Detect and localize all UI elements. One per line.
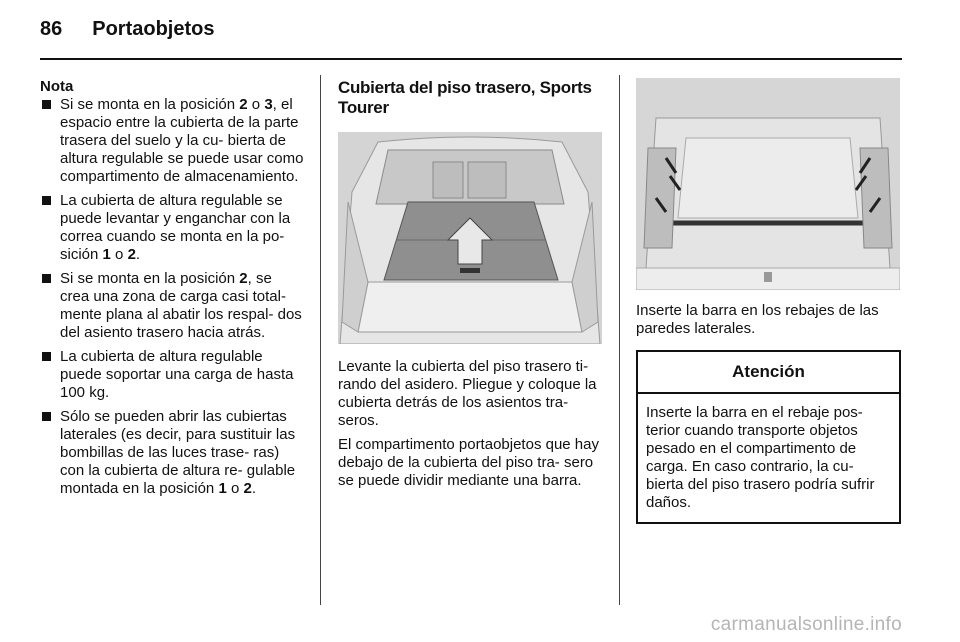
note-text: o: [247, 96, 265, 113]
page-header: [40, 18, 215, 48]
section-title: Cubierta del piso trasero, Sports Tourer: [338, 78, 592, 117]
note-text: Sólo se pueden abrir las cubiertas laterales (es decir, para sustituir las bombillas de las luces trase- ras) con la cubierta de altura re- gulable montada en la posición: [60, 408, 296, 497]
note-text: , se crea una zona de carga casi total- mente plana al abatir los respal- dos del asiento trasero hacia atrás.: [60, 270, 302, 341]
attention-box: [636, 350, 901, 524]
note-text: La cubierta de altura regulable puede soportar una carga de hasta 100 kg.: [60, 348, 294, 401]
header-rule: [40, 58, 902, 60]
paragraph-divider-bar: El compartimento portaobjetos que hay debajo de la cubierta del piso tra- sero se puede dividir mediante una barra.: [338, 436, 599, 489]
bullet-square-icon: [42, 274, 51, 283]
note-text: La cubierta de altura regulable se puede levantar y enganchar con la correa cuando se monta en la po- sición: [60, 192, 291, 263]
note-text: Si se monta en la posición: [60, 96, 240, 113]
page-title: Portaobjetos: [92, 18, 215, 40]
note-text: , el espacio entre la cubierta de la parte trasera del suelo y la cu- bierta de altura regulable se puede usar como compartimento de almacenamiento.: [60, 96, 304, 185]
note-text: .: [251, 480, 256, 497]
note-text: 2: [127, 246, 136, 263]
note-text: 1: [102, 246, 111, 263]
page-number: 86: [40, 18, 63, 40]
divider-bar-illustration: [636, 78, 900, 290]
note-text: .: [135, 246, 141, 263]
bullet-square-icon: [42, 352, 51, 361]
watermark: carmanualsonline.info: [710, 614, 902, 635]
note-text: Si se monta en la posición: [60, 270, 240, 287]
note-item: [40, 270, 305, 342]
bullet-square-icon: [42, 412, 51, 421]
note-item: [40, 192, 305, 264]
note-item: [40, 96, 305, 186]
note-item: [40, 348, 305, 402]
column-divider-1: [320, 75, 321, 605]
note-list: [40, 96, 305, 498]
note-text: o: [226, 480, 244, 497]
column-bar: [636, 78, 901, 524]
note-text: 2: [243, 480, 252, 497]
paragraph-lift-cover: Levante la cubierta del piso trasero ti- rando del asidero. Pliegue y coloque la cubierta detrás de los asientos tra- seros.: [338, 358, 597, 429]
caption-insert-bar: Inserte la barra en los rebajes de las paredes laterales.: [636, 302, 879, 337]
bullet-square-icon: [42, 100, 51, 109]
column-notes: [40, 78, 305, 504]
note-text: 2: [239, 96, 248, 113]
column-floor-cover: [338, 78, 602, 496]
note-text: 3: [264, 96, 273, 113]
note-text: 2: [239, 270, 248, 287]
note-item: [40, 408, 305, 498]
note-title: Nota: [40, 78, 74, 95]
attention-title: Atención: [638, 352, 899, 394]
note-text: o: [110, 246, 128, 263]
column-divider-2: [619, 75, 620, 605]
trunk-floor-cover-illustration: [338, 132, 602, 344]
bullet-square-icon: [42, 196, 51, 205]
note-text: 1: [218, 480, 227, 497]
attention-body: Inserte la barra en el rebaje pos- terior cuando transporte objetos pesado en el compartimento de carga. En caso contrario, la cu- bierta del piso trasero podría sufrir daños.: [646, 404, 875, 511]
